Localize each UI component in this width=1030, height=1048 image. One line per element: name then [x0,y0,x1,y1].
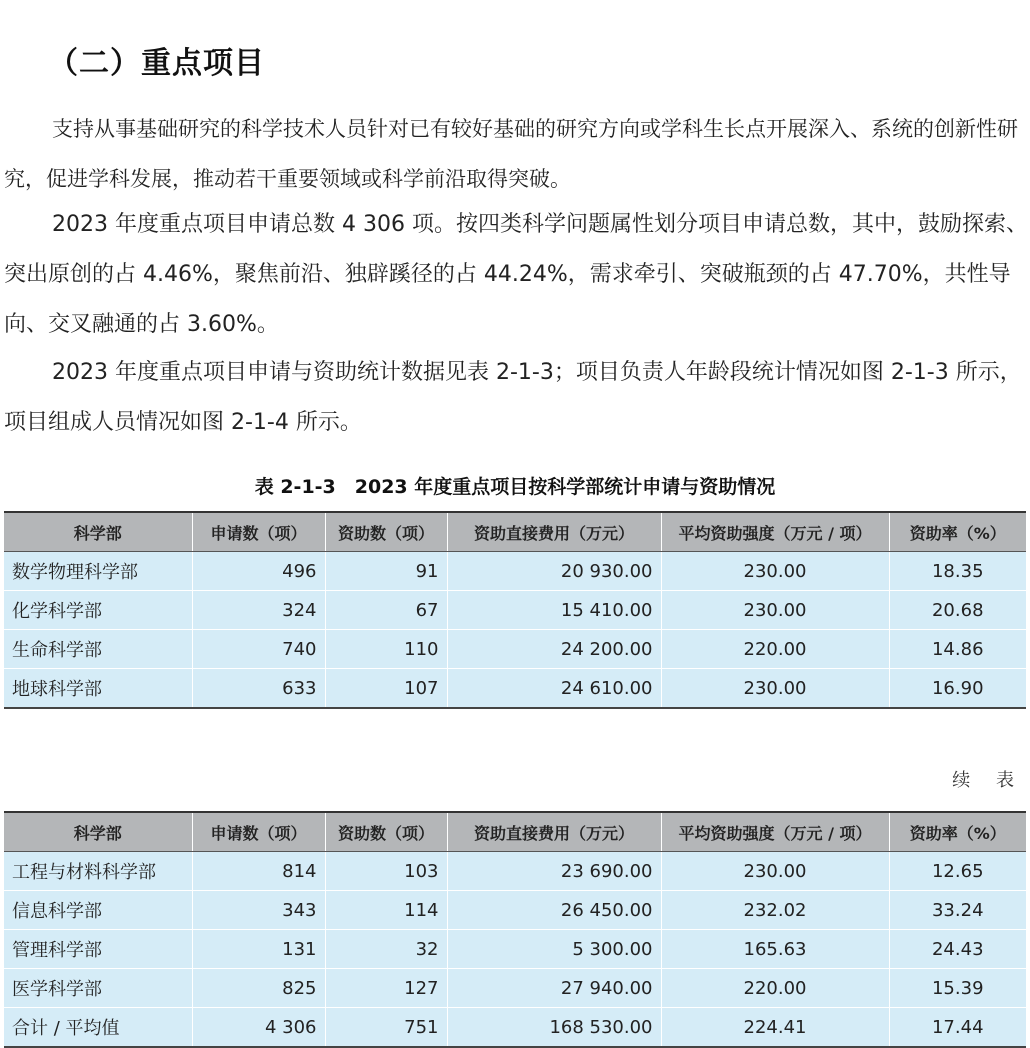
funding-table-part2 [4,811,1026,1048]
cell-applications: 825 [192,969,325,1008]
table-row [4,591,1026,630]
table-caption: 表 2-1-3 2023 年度重点项目按科学部统计申请与资助情况 [254,476,776,498]
statistics-paragraph [4,200,1028,350]
cell-direct-cost: 24 610.00 [447,669,661,709]
cell-average-intensity: 224.41 [661,1008,889,1048]
reference-text: 2023 年度重点项目申请与资助统计数据见表 2-1-3；项目负责人年龄段统计情况如图 2-1-3 所示，项目组成人员情况如图 2-1-4 所示。 [4,360,1022,435]
cell-direct-cost: 5 300.00 [447,930,661,969]
reference-paragraph [4,348,1028,448]
table-row [4,969,1026,1008]
cell-average-intensity: 165.63 [661,930,889,969]
cell-funded: 751 [325,1008,447,1048]
cell-average-intensity: 232.02 [661,891,889,930]
table-row [4,630,1026,669]
cell-department: 生命科学部 [4,630,192,669]
cell-direct-cost: 26 450.00 [447,891,661,930]
cell-department: 信息科学部 [4,891,192,930]
cell-department: 化学科学部 [4,591,192,630]
cell-department: 地球科学部 [4,669,192,709]
cell-direct-cost: 24 200.00 [447,630,661,669]
cell-funded: 91 [325,552,447,591]
cell-department: 工程与材料科学部 [4,852,192,891]
cell-funding-rate: 12.65 [889,852,1026,891]
cell-applications: 324 [192,591,325,630]
cell-applications: 496 [192,552,325,591]
header-average-intensity: 平均资助强度（万元 / 项） [661,812,889,852]
funding-table-part1 [4,511,1026,709]
header-applications: 申请数（项） [192,812,325,852]
cell-department: 医学科学部 [4,969,192,1008]
cell-funding-rate: 24.43 [889,930,1026,969]
cell-funded: 67 [325,591,447,630]
continued-label: 续 表 [952,770,1024,791]
cell-direct-cost: 27 940.00 [447,969,661,1008]
cell-applications: 633 [192,669,325,709]
cell-average-intensity: 230.00 [661,591,889,630]
table-row [4,552,1026,591]
cell-direct-cost: 168 530.00 [447,1008,661,1048]
table-row [4,891,1026,930]
cell-funded: 32 [325,930,447,969]
cell-funded: 110 [325,630,447,669]
header-funding-rate: 资助率（%） [889,812,1026,852]
section-heading: （二）重点项目 [48,46,265,81]
header-funded: 资助数（项） [325,812,447,852]
cell-average-intensity: 230.00 [661,669,889,709]
cell-applications: 343 [192,891,325,930]
header-funding-rate: 资助率（%） [889,512,1026,552]
header-funded: 资助数（项） [325,512,447,552]
cell-funding-rate: 17.44 [889,1008,1026,1048]
table-row [4,669,1026,709]
cell-applications: 740 [192,630,325,669]
header-average-intensity: 平均资助强度（万元 / 项） [661,512,889,552]
table-total-row [4,1008,1026,1048]
table-header-row [4,512,1026,552]
cell-average-intensity: 220.00 [661,630,889,669]
cell-average-intensity: 230.00 [661,552,889,591]
table-header-row [4,812,1026,852]
header-direct-cost: 资助直接费用（万元） [447,812,661,852]
cell-department: 合计 / 平均值 [4,1008,192,1048]
header-direct-cost: 资助直接费用（万元） [447,512,661,552]
statistics-text: 2023 年度重点项目申请总数 4 306 项。按四类科学问题属性划分项目申请总数，其中，鼓励探索、突出原创的占 4.46%，聚焦前沿、独辟蹊径的占 44.24%，需求牵引、突破瓶颈的占 47.70%，共性导向、交叉融通的占 3.60%。 [4,212,1028,337]
header-department: 科学部 [4,512,192,552]
header-department: 科学部 [4,812,192,852]
cell-funding-rate: 16.90 [889,669,1026,709]
intro-paragraph [4,104,1028,204]
cell-direct-cost: 15 410.00 [447,591,661,630]
table-row [4,930,1026,969]
cell-department: 数学物理科学部 [4,552,192,591]
cell-funding-rate: 15.39 [889,969,1026,1008]
intro-text: 支持从事基础研究的科学技术人员针对已有较好基础的研究方向或学科生长点开展深入、系统的创新性研究，促进学科发展，推动若干重要领域或科学前沿取得突破。 [4,117,1018,191]
cell-funding-rate: 33.24 [889,891,1026,930]
cell-direct-cost: 23 690.00 [447,852,661,891]
cell-funding-rate: 20.68 [889,591,1026,630]
cell-funded: 114 [325,891,447,930]
cell-funding-rate: 18.35 [889,552,1026,591]
cell-funding-rate: 14.86 [889,630,1026,669]
cell-applications: 131 [192,930,325,969]
cell-funded: 103 [325,852,447,891]
cell-direct-cost: 20 930.00 [447,552,661,591]
cell-department: 管理科学部 [4,930,192,969]
cell-average-intensity: 220.00 [661,969,889,1008]
cell-funded: 107 [325,669,447,709]
cell-applications: 4 306 [192,1008,325,1048]
table-row [4,852,1026,891]
cell-funded: 127 [325,969,447,1008]
cell-average-intensity: 230.00 [661,852,889,891]
header-applications: 申请数（项） [192,512,325,552]
cell-applications: 814 [192,852,325,891]
